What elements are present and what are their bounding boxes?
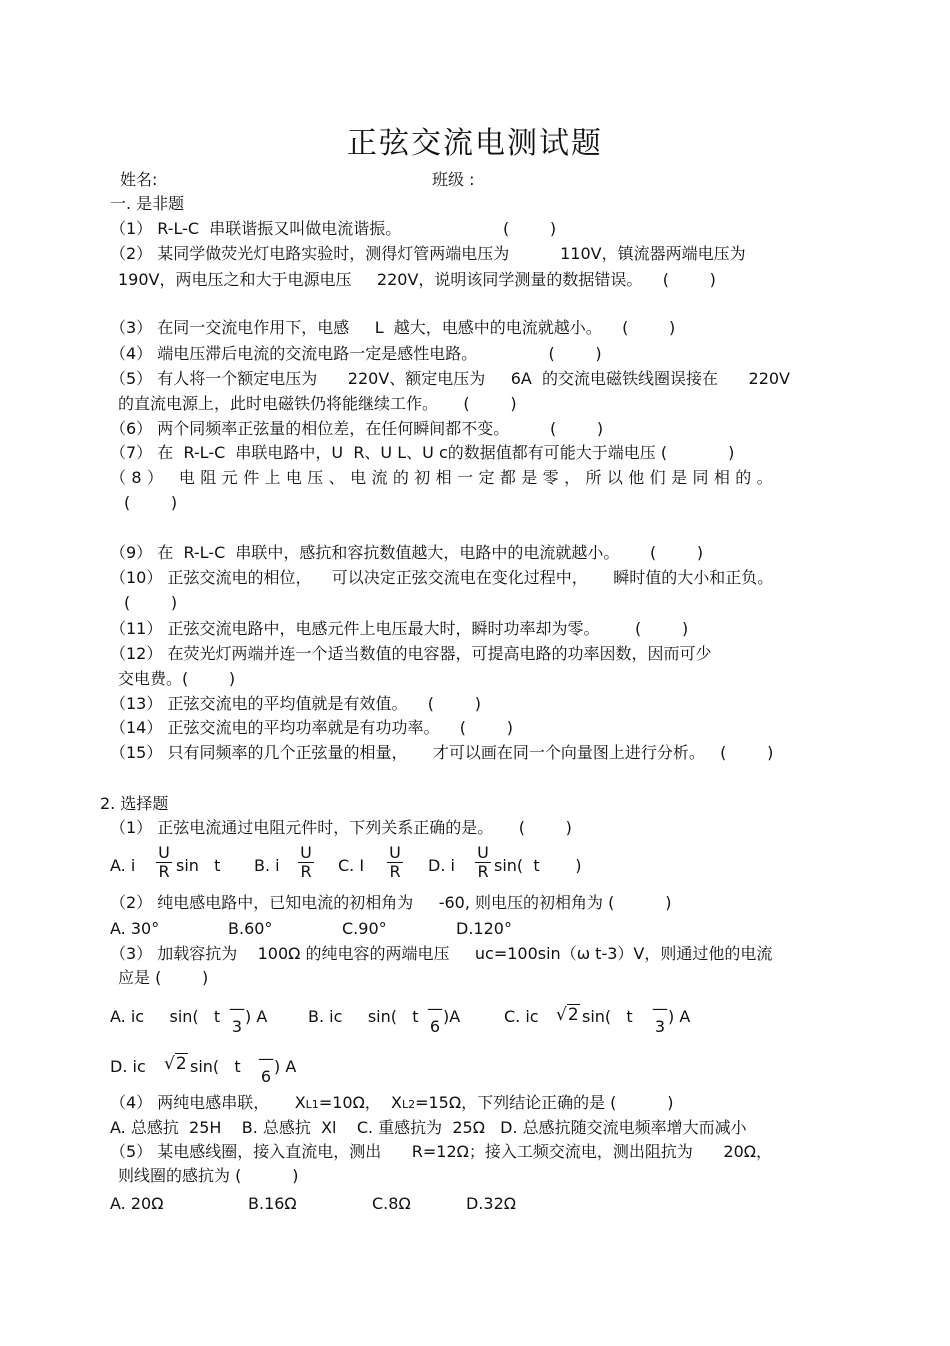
fraction-denominator: 3	[231, 1017, 243, 1036]
section2-heading: 2. 选择题	[100, 794, 169, 813]
mc-q3-option-d-label: D. ic	[110, 1057, 146, 1076]
mc-q4-stem-pre: （4） 两纯电感串联， X	[110, 1093, 306, 1112]
fraction-numerator: —	[258, 1049, 274, 1068]
fraction-numerator: U	[387, 844, 403, 863]
mc-q2-option-d: D.120°	[456, 919, 512, 938]
section1-heading: 一. 是非题	[110, 194, 185, 213]
tf-item-8: （8） 电阻元件上电压、电流的初相一定都是零，所以他们是同相的。	[110, 468, 779, 487]
tf-item-13: （13） 正弦交流电的平均值就是有效值。 ( )	[110, 694, 481, 713]
sqrt-symbol: √2	[556, 1005, 579, 1025]
mc-q1-option-b-label: B. i	[254, 856, 280, 875]
mc-q1-option-d-label: D. i	[428, 856, 455, 875]
tf-item-5: （5） 有人将一个额定电压为 220V、额定电压为 6A 的交流电磁铁线圈误接在 220V	[110, 369, 790, 388]
mc-q4-stem-mid: =10Ω， X	[318, 1093, 402, 1112]
mc-q3-option-d-fraction	[258, 1050, 274, 1086]
tf-item-14: （14） 正弦交流电的平均功率就是有功功率。 ( )	[110, 718, 513, 737]
mc-q1-option-a-fraction	[156, 844, 172, 881]
mc-q5-option-a: A. 20Ω	[110, 1194, 164, 1213]
tf-item-1: （1） R-L-C 串联谐振又叫做电流谐振。 ( )	[110, 219, 557, 238]
sqrt-radicand: 2	[567, 1005, 579, 1025]
fraction-denominator: 3	[654, 1017, 666, 1036]
mc-q3-option-d-expr: sin( t	[190, 1057, 241, 1076]
mc-q3-option-c-label: C. ic	[504, 1007, 539, 1026]
mc-q3-option-b-expr: B. ic sin( t	[308, 1007, 419, 1026]
mc-q3-stem-cont: 应是 ( )	[118, 968, 209, 987]
mc-q5-option-b: B.16Ω	[248, 1194, 297, 1213]
tf-item-4: （4） 端电压滞后电流的交流电路一定是感性电路。 ( )	[110, 344, 602, 363]
fraction-denominator: 6	[429, 1017, 441, 1036]
fraction-numerator: —	[652, 999, 668, 1018]
mc-q3-option-a-tail: ) A	[245, 1007, 268, 1026]
mc-q1-option-c-label: C. I	[338, 856, 365, 875]
mc-q2-option-b: B.60°	[228, 919, 273, 938]
tf-item-9: （9） 在 R-L-C 串联中，感抗和容抗数值越大，电路中的电流就越小。 ( )	[110, 543, 704, 562]
tf-item-11: （11） 正弦交流电路中，电感元件上电压最大时，瞬时功率却为零。 ( )	[110, 619, 689, 638]
fraction-denominator: R	[158, 862, 170, 881]
mc-q1-option-b-fraction	[298, 844, 314, 881]
fraction-numerator: U	[156, 844, 172, 863]
fraction-numerator: U	[475, 844, 491, 863]
tf-item-10-cont: ( )	[124, 593, 178, 612]
mc-q3-option-c-expr: sin( t	[582, 1007, 633, 1026]
mc-q1-stem: （1） 正弦电流通过电阻元件时，下列关系正确的是。 ( )	[110, 818, 572, 837]
mc-q2-option-a: A. 30°	[110, 919, 160, 938]
fraction-numerator: —	[229, 999, 245, 1018]
mc-q3-option-a-fraction	[229, 1000, 245, 1036]
tf-item-12-cont: 交电费。( )	[118, 669, 236, 688]
tf-item-7: （7） 在 R-L-C 串联电路中，U R、U L、U c的数据值都有可能大于端电压 ( )	[110, 443, 735, 462]
fraction-denominator: R	[477, 862, 489, 881]
tf-item-12: （12） 在荧光灯两端并连一个适当数值的电容器，可提高电路的功率因数，因而可少	[110, 644, 712, 663]
mc-q3-option-b-fraction	[427, 1000, 443, 1036]
tf-item-15: （15） 只有同频率的几个正弦量的相量， 才可以画在同一个向量图上进行分析。 ( )	[110, 743, 774, 762]
mc-q5-stem: （5） 某电感线圈，接入直流电，测出 R=12Ω；接入工频交流电，测出阻抗为 20Ω，	[110, 1142, 772, 1161]
tf-item-2-cont: 190V，两电压之和大于电源电压 220V，说明该同学测量的数据错误。 ( )	[118, 270, 716, 289]
sqrt-symbol: √2	[164, 1054, 187, 1074]
fraction-denominator: R	[300, 862, 312, 881]
mc-q4-options: A. 总感抗 25H B. 总感抗 Xl C. 重感抗为 25Ω D. 总感抗随交流电频率增大而减小	[110, 1118, 747, 1137]
mc-q2-stem: （2） 纯电感电路中，已知电流的初相角为 -60, 则电压的初相角为 ( )	[110, 893, 672, 912]
mc-q3-option-c-fraction	[652, 1000, 668, 1036]
mc-q1-option-d-expr: sin( t )	[494, 856, 582, 875]
fraction-numerator: U	[298, 844, 314, 863]
tf-item-3: （3） 在同一交流电作用下，电感 L 越大，电感中的电流就越小。 ( )	[110, 318, 676, 337]
mc-q5-option-c: C.8Ω	[372, 1194, 411, 1213]
mc-q5-stem-cont: 则线圈的感抗为 ( )	[118, 1166, 299, 1185]
page-title: 正弦交流电测试题	[347, 126, 603, 161]
mc-q1-option-a-label: A. i	[110, 856, 136, 875]
mc-q4-sub-l2: L2	[401, 1098, 416, 1111]
fraction-denominator: 6	[260, 1067, 272, 1086]
tf-item-8-cont: ( )	[124, 493, 178, 512]
mc-q4-sub-l1: L1	[305, 1098, 319, 1111]
class-label: 班级 :	[432, 170, 475, 189]
sqrt-radicand: 2	[175, 1054, 187, 1074]
mc-q4-stem-post: =15Ω，下列结论正确的是 ( )	[415, 1093, 674, 1112]
tf-item-10: （10） 正弦交流电的相位， 可以决定正弦交流电在变化过程中， 瞬时值的大小和正负。	[110, 568, 774, 587]
mc-q2-option-c: C.90°	[342, 919, 387, 938]
mc-q1-option-c-fraction	[387, 844, 403, 881]
name-label: 姓名:	[120, 170, 158, 189]
mc-q1-option-a-expr: sin t	[176, 856, 221, 875]
tf-item-5-cont: 的直流电源上，此时电磁铁仍将能继续工作。 ( )	[118, 394, 517, 413]
fraction-numerator: —	[427, 999, 443, 1018]
mc-q3-option-a-expr: A. ic sin( t	[110, 1007, 221, 1026]
mc-q3-option-b-tail: )A	[443, 1007, 461, 1026]
mc-q5-option-d: D.32Ω	[466, 1194, 516, 1213]
mc-q3-option-d-tail: ) A	[274, 1057, 297, 1076]
mc-q4-stem	[110, 1093, 674, 1115]
tf-item-2: （2） 某同学做荧光灯电路实验时，测得灯管两端电压为 110V，镇流器两端电压为	[110, 244, 746, 263]
mc-q3-option-c-tail: ) A	[668, 1007, 691, 1026]
tf-item-6: （6） 两个同频率正弦量的相位差，在任何瞬间都不变。 ( )	[110, 419, 604, 438]
mc-q1-option-d-fraction	[475, 844, 491, 881]
fraction-denominator: R	[389, 862, 401, 881]
mc-q3-stem: （3） 加载容抗为 100Ω 的纯电容的两端电压 uc=100sin（ω t-3）V，则通过他的电流	[110, 944, 773, 963]
